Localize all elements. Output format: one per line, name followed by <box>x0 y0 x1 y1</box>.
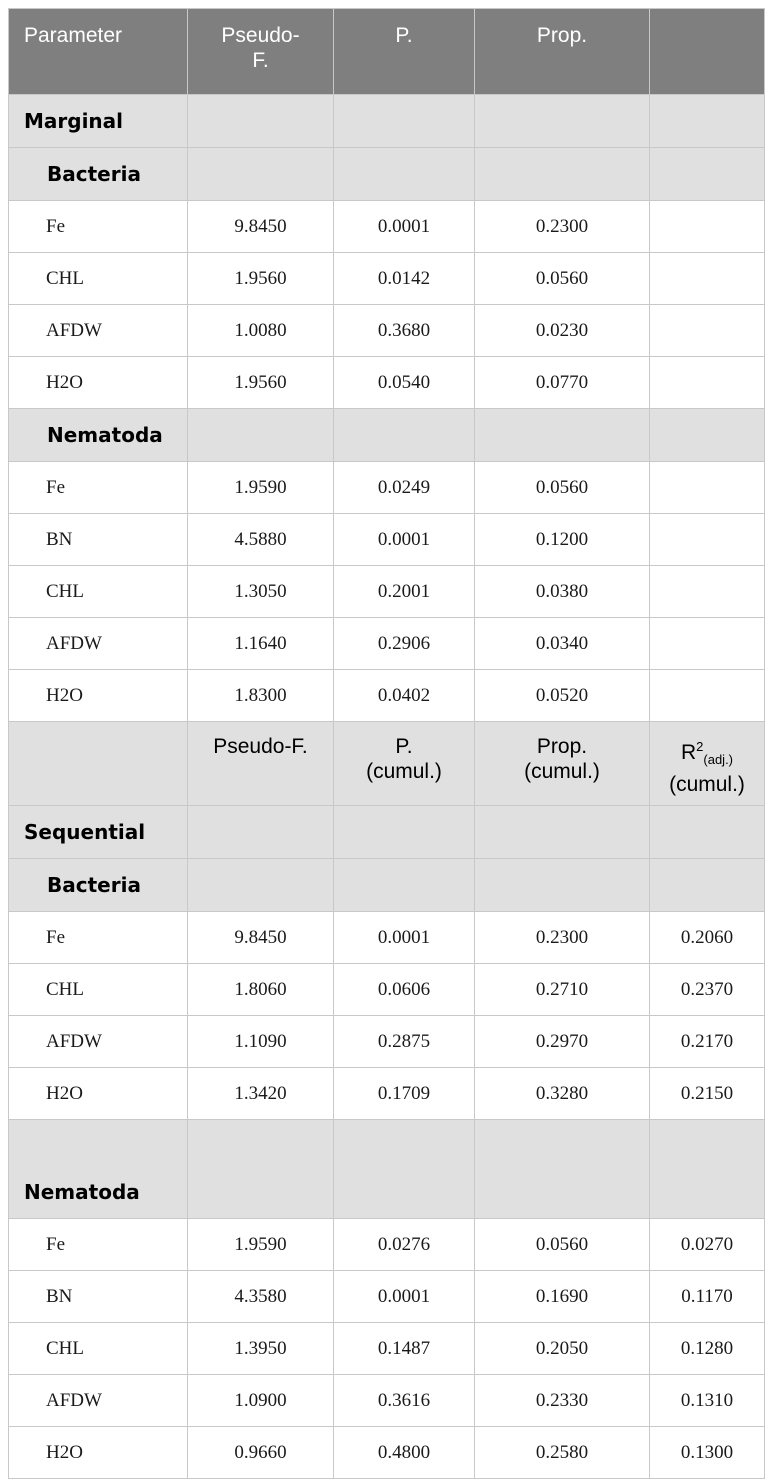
parameter-cell: AFDW <box>9 618 188 670</box>
proportion-cell: 0.2710 <box>475 964 650 1016</box>
parameter-cell: AFDW <box>9 1375 188 1427</box>
r2-cell <box>650 462 765 514</box>
group-marginal-bacteria-row <box>9 148 765 201</box>
empty-cell <box>334 95 475 148</box>
pseudo-f-cell: 1.3050 <box>188 566 334 618</box>
empty-cell <box>475 148 650 201</box>
pseudo-f-cell: 1.8300 <box>188 670 334 722</box>
pseudo-f-cell: 9.8450 <box>188 912 334 964</box>
table-row <box>9 1271 765 1323</box>
proportion-cell: 0.1690 <box>475 1271 650 1323</box>
pseudo-f-cell: 1.3420 <box>188 1068 334 1120</box>
table-row <box>9 618 765 670</box>
subheader-prop-cumul: Prop. (cumul.) <box>475 722 650 806</box>
pseudo-f-cell: 1.0080 <box>188 305 334 357</box>
pseudo-f-cell: 1.3950 <box>188 1323 334 1375</box>
r2-cell <box>650 201 765 253</box>
pseudo-f-cell: 1.9590 <box>188 1219 334 1271</box>
r2-cell: 0.2170 <box>650 1016 765 1068</box>
empty-cell <box>188 806 334 859</box>
empty-cell <box>475 1120 650 1219</box>
table-row <box>9 357 765 409</box>
p-value-cell: 0.4800 <box>334 1427 475 1479</box>
p-value-cell: 0.1487 <box>334 1323 475 1375</box>
table-row <box>9 1375 765 1427</box>
header-pseudo-f: Pseudo- F. <box>188 9 334 95</box>
table-row <box>9 912 765 964</box>
section-sequential: Sequential <box>9 806 188 859</box>
empty-cell <box>650 148 765 201</box>
section-marginal: Marginal <box>9 95 188 148</box>
parameter-cell: Fe <box>9 462 188 514</box>
p-value-cell: 0.3680 <box>334 305 475 357</box>
p-value-cell: 0.0276 <box>334 1219 475 1271</box>
proportion-cell: 0.2050 <box>475 1323 650 1375</box>
p-value-cell: 0.0402 <box>334 670 475 722</box>
proportion-cell: 0.0770 <box>475 357 650 409</box>
group-marginal-bacteria: Bacteria <box>9 148 188 201</box>
group-marginal-nematoda: Nematoda <box>9 409 188 462</box>
r2-cell: 0.2060 <box>650 912 765 964</box>
p-value-cell: 0.0606 <box>334 964 475 1016</box>
p-value-cell: 0.0142 <box>334 253 475 305</box>
parameter-cell: CHL <box>9 964 188 1016</box>
pseudo-f-cell: 4.5880 <box>188 514 334 566</box>
empty-cell <box>650 859 765 912</box>
r2-cell <box>650 670 765 722</box>
empty-cell <box>334 1120 475 1219</box>
table-row <box>9 1016 765 1068</box>
p-value-cell: 0.0001 <box>334 514 475 566</box>
empty-cell <box>188 1120 334 1219</box>
r2-cell <box>650 566 765 618</box>
table-row <box>9 201 765 253</box>
parameter-cell: H2O <box>9 1068 188 1120</box>
table-row <box>9 566 765 618</box>
table-header-row <box>9 9 765 95</box>
r2-cell: 0.1310 <box>650 1375 765 1427</box>
parameter-cell: CHL <box>9 566 188 618</box>
empty-cell <box>650 1120 765 1219</box>
table-row <box>9 670 765 722</box>
r2-superscript: 2 <box>696 739 704 754</box>
subheader-p-cumul: P. (cumul.) <box>334 722 475 806</box>
empty-cell <box>475 409 650 462</box>
empty-cell <box>334 148 475 201</box>
proportion-cell: 0.0560 <box>475 253 650 305</box>
proportion-cell: 0.0230 <box>475 305 650 357</box>
r2-cell: 0.1280 <box>650 1323 765 1375</box>
empty-cell <box>188 148 334 201</box>
p-value-cell: 0.0249 <box>334 462 475 514</box>
p-value-cell: 0.0001 <box>334 912 475 964</box>
empty-cell <box>475 95 650 148</box>
results-table <box>8 8 765 1479</box>
header-p: P. <box>334 9 475 95</box>
p-value-cell: 0.0001 <box>334 201 475 253</box>
header-parameter: Parameter <box>9 9 188 95</box>
proportion-cell: 0.2580 <box>475 1427 650 1479</box>
empty-cell <box>9 722 188 806</box>
parameter-cell: H2O <box>9 357 188 409</box>
proportion-cell: 0.3280 <box>475 1068 650 1120</box>
header-prop: Prop. <box>475 9 650 95</box>
p-value-cell: 0.3616 <box>334 1375 475 1427</box>
parameter-cell: AFDW <box>9 1016 188 1068</box>
proportion-cell: 0.0340 <box>475 618 650 670</box>
proportion-cell: 0.0520 <box>475 670 650 722</box>
pseudo-f-cell: 1.8060 <box>188 964 334 1016</box>
r2-base: R <box>680 741 697 764</box>
empty-cell <box>188 859 334 912</box>
r2-cell: 0.1170 <box>650 1271 765 1323</box>
pseudo-f-cell: 1.9590 <box>188 462 334 514</box>
empty-cell <box>650 95 765 148</box>
pseudo-f-cell: 1.9560 <box>188 253 334 305</box>
table-row <box>9 514 765 566</box>
group-sequential-nematoda-row <box>9 1120 765 1219</box>
r2-cell <box>650 305 765 357</box>
p-value-cell: 0.0001 <box>334 1271 475 1323</box>
table-row <box>9 1219 765 1271</box>
pseudo-f-cell: 1.1640 <box>188 618 334 670</box>
proportion-cell: 0.2300 <box>475 201 650 253</box>
empty-cell <box>334 806 475 859</box>
parameter-cell: BN <box>9 1271 188 1323</box>
p-value-cell: 0.2001 <box>334 566 475 618</box>
parameter-cell: CHL <box>9 253 188 305</box>
p-value-cell: 0.2906 <box>334 618 475 670</box>
section-sequential-row <box>9 806 765 859</box>
p-value-cell: 0.2875 <box>334 1016 475 1068</box>
group-marginal-nematoda-row <box>9 409 765 462</box>
empty-cell <box>188 95 334 148</box>
empty-cell <box>650 806 765 859</box>
r2-cell <box>650 618 765 670</box>
empty-cell <box>334 409 475 462</box>
parameter-cell: BN <box>9 514 188 566</box>
empty-cell <box>475 859 650 912</box>
parameter-cell: H2O <box>9 1427 188 1479</box>
table-row <box>9 964 765 1016</box>
parameter-cell: H2O <box>9 670 188 722</box>
parameter-cell: Fe <box>9 1219 188 1271</box>
empty-cell <box>334 859 475 912</box>
r2-suffix: (cumul.) <box>669 773 745 797</box>
proportion-cell: 0.2330 <box>475 1375 650 1427</box>
subheader-r2-adj-cumul <box>650 722 765 806</box>
r2-cell: 0.2370 <box>650 964 765 1016</box>
parameter-cell: Fe <box>9 201 188 253</box>
table-row <box>9 305 765 357</box>
table-row <box>9 1323 765 1375</box>
pseudo-f-cell: 4.3580 <box>188 1271 334 1323</box>
proportion-cell: 0.2300 <box>475 912 650 964</box>
empty-cell <box>188 409 334 462</box>
group-sequential-bacteria: Bacteria <box>9 859 188 912</box>
empty-cell <box>650 409 765 462</box>
proportion-cell: 0.0560 <box>475 1219 650 1271</box>
header-r2 <box>650 9 765 95</box>
r2-cell <box>650 514 765 566</box>
empty-cell <box>475 806 650 859</box>
cumulative-header-row <box>9 722 765 806</box>
proportion-cell: 0.0380 <box>475 566 650 618</box>
pseudo-f-cell: 9.8450 <box>188 201 334 253</box>
parameter-cell: Fe <box>9 912 188 964</box>
r2-cell <box>650 357 765 409</box>
parameter-cell: AFDW <box>9 305 188 357</box>
proportion-cell: 0.0560 <box>475 462 650 514</box>
table-row <box>9 462 765 514</box>
pseudo-f-cell: 1.0900 <box>188 1375 334 1427</box>
group-sequential-nematoda: Nematoda <box>9 1120 188 1219</box>
table-row <box>9 253 765 305</box>
pseudo-f-cell: 0.9660 <box>188 1427 334 1479</box>
subheader-pseudo-f: Pseudo-F. <box>188 722 334 806</box>
r2-cell: 0.0270 <box>650 1219 765 1271</box>
proportion-cell: 0.1200 <box>475 514 650 566</box>
table-row <box>9 1427 765 1479</box>
p-value-cell: 0.1709 <box>334 1068 475 1120</box>
r2-cell: 0.1300 <box>650 1427 765 1479</box>
r2-cell: 0.2150 <box>650 1068 765 1120</box>
pseudo-f-cell: 1.9560 <box>188 357 334 409</box>
r2-cell <box>650 253 765 305</box>
group-sequential-bacteria-row <box>9 859 765 912</box>
pseudo-f-cell: 1.1090 <box>188 1016 334 1068</box>
proportion-cell: 0.2970 <box>475 1016 650 1068</box>
p-value-cell: 0.0540 <box>334 357 475 409</box>
section-marginal-row <box>9 95 765 148</box>
parameter-cell: CHL <box>9 1323 188 1375</box>
table-row <box>9 1068 765 1120</box>
r2-subscript: (adj.) <box>703 752 734 768</box>
